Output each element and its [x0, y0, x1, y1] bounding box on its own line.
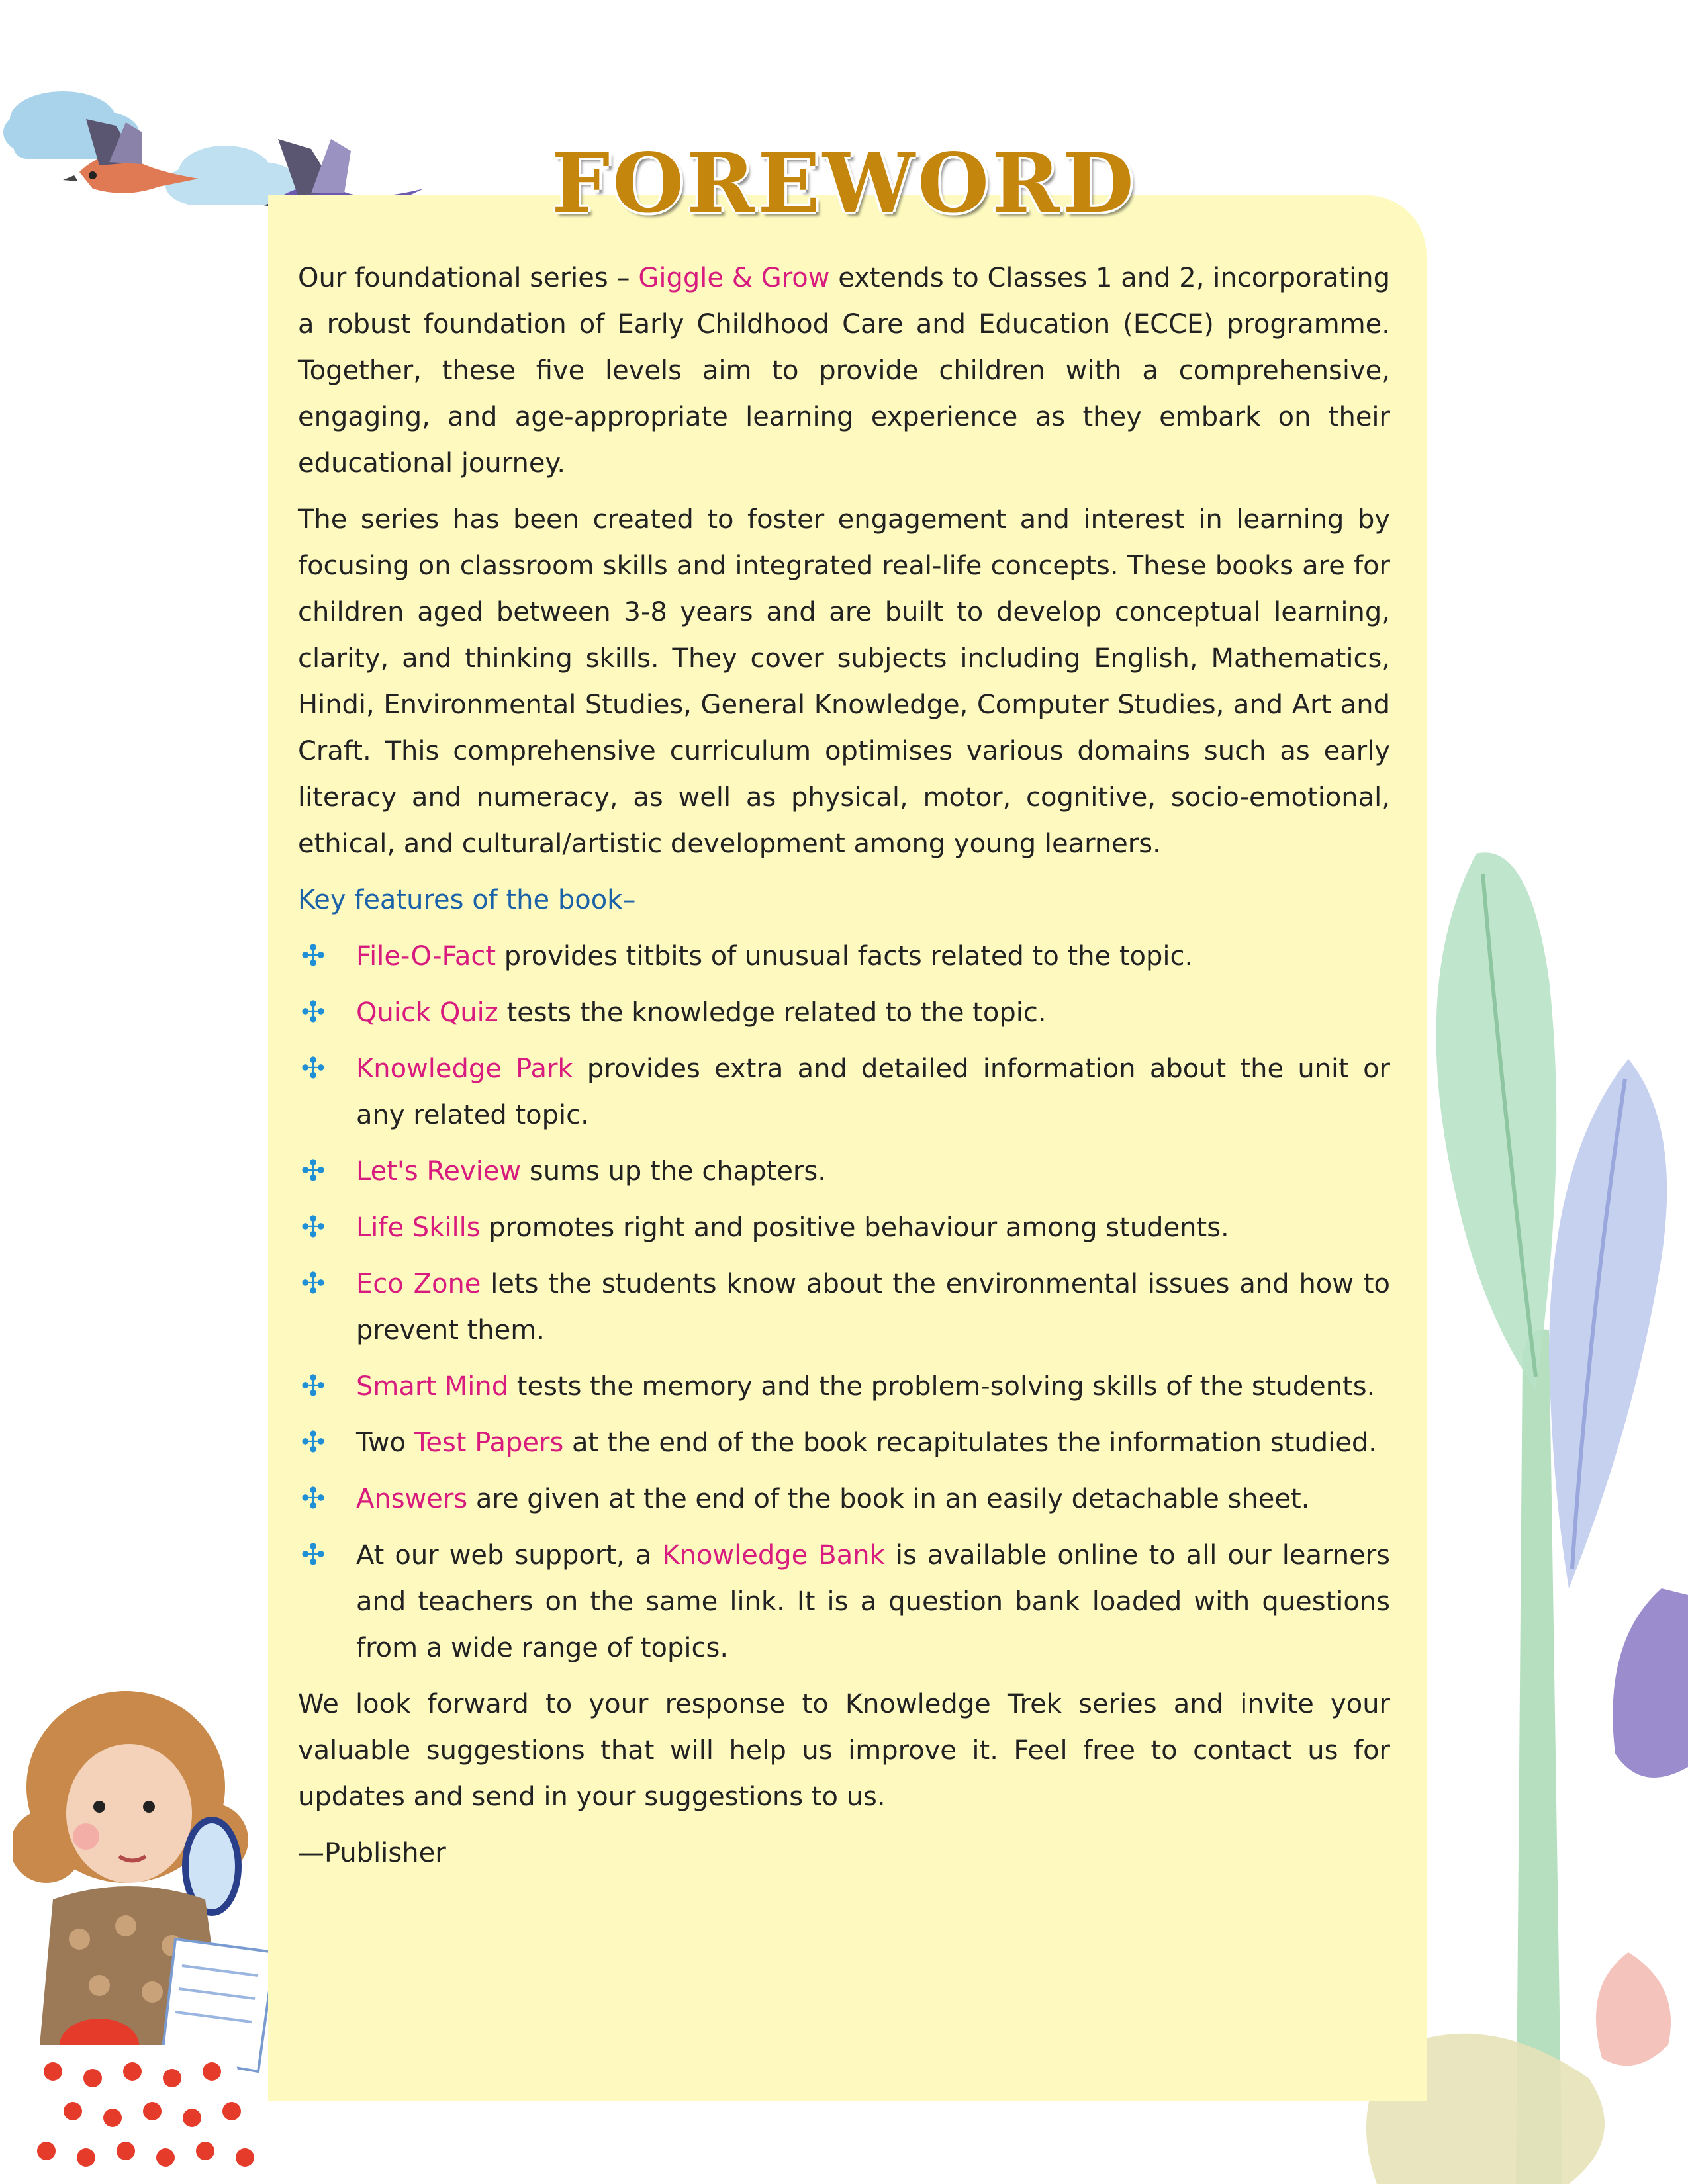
feature-name: Smart Mind — [356, 1371, 509, 1402]
feature-description: tests the knowledge related to the topic. — [498, 997, 1047, 1028]
bullet-icon: ✣ — [301, 1538, 326, 1572]
feature-name: Let's Review — [356, 1156, 522, 1187]
list-item — [298, 1532, 1390, 1671]
feature-name: Test Papers — [414, 1428, 564, 1458]
bullet-icon: ✣ — [301, 1369, 326, 1403]
list-item — [298, 1205, 1390, 1251]
series-paragraph: The series has been created to foster engagement and interest in learning by focusing on classroom skills and integrated real-life concepts. These books are for children aged between 3-8 years and are built to develop conceptual learning, clarity, and thinking skills. They cover subjects including English, Mathematics, Hindi, Environmental Studies, General Knowledge, Computer Studies, and Art and Craft. This comprehensive curriculum optimises various domains such as early literacy and numeracy, as well as physical, motor, cognitive, socio-emotional, ethical, and cultural/artistic development among young learners. — [298, 504, 1390, 859]
feature-name: Life Skills — [356, 1212, 481, 1243]
series-name: Giggle & Grow — [638, 263, 830, 293]
feature-description: are given at the end of the book in an easily detachable sheet. — [467, 1484, 1310, 1514]
list-item — [298, 1046, 1390, 1138]
closing-paragraph: We look forward to your response to Knowledge Trek series and invite your valuable suggestions that will help us improve it. Feel free to contact us for updates and send in your suggestions to us. — [298, 1689, 1390, 1812]
publisher-signature: —Publisher — [298, 1838, 446, 1868]
bullet-icon: ✣ — [301, 1052, 326, 1085]
girl-with-magnifying-glass-illustration — [13, 1674, 291, 2184]
feature-text-start: Two — [356, 1428, 414, 1458]
intro-paragraph — [298, 255, 1390, 486]
feature-description: is available online to all our learners and teachers on the same link. It is a question bank loaded with questions from a wide range of topics. — [356, 1540, 1391, 1663]
feature-name: Eco Zone — [356, 1269, 481, 1299]
feature-description: sums up the chapters. — [521, 1156, 826, 1187]
feature-name: Knowledge Park — [356, 1054, 573, 1084]
intro-text-start: Our foundational series – — [298, 263, 639, 293]
key-features-heading: Key features of the book– — [298, 885, 636, 915]
feature-description: provides titbits of unusual facts related to the topic. — [496, 941, 1194, 972]
feature-description: at the end of the book recapitulates the information studied. — [563, 1428, 1377, 1458]
bullet-icon: ✣ — [301, 1426, 326, 1459]
feature-name: File-O-Fact — [356, 941, 496, 972]
bullet-icon: ✣ — [301, 939, 326, 973]
bullet-icon: ✣ — [301, 1154, 326, 1188]
feature-description: tests the memory and the problem-solving skills of the students. — [508, 1371, 1376, 1402]
bullet-icon: ✣ — [301, 1267, 326, 1300]
list-item — [298, 1420, 1390, 1466]
bullet-icon: ✣ — [301, 1210, 326, 1244]
page-title: FOREWORD — [551, 136, 1137, 232]
list-item — [298, 933, 1390, 979]
list-item — [298, 1148, 1390, 1195]
list-item — [298, 1261, 1390, 1353]
foreword-body — [298, 255, 1390, 1886]
feature-description: promotes right and positive behaviour among students. — [480, 1212, 1229, 1243]
feature-name: Knowledge Bank — [662, 1540, 885, 1570]
feature-description: provides extra and detailed information about the unit or any related topic. — [356, 1054, 1391, 1130]
list-item — [298, 1476, 1390, 1522]
features-list — [298, 933, 1390, 1671]
intro-text-end: extends to Classes 1 and 2, incorporating a robust foundation of Early Childhood Care and Education (ECCE) programme. Together, these five levels aim to provide children with a comprehensive, engaging, and age-appropriate learning experience as they embark on their educational journey. — [298, 263, 1390, 478]
list-item — [298, 989, 1390, 1036]
feature-text-start: At our web support, a — [356, 1540, 663, 1570]
feature-name: Answers — [356, 1484, 468, 1514]
feature-name: Quick Quiz — [356, 997, 498, 1028]
bullet-icon: ✣ — [301, 1482, 326, 1516]
list-item — [298, 1363, 1390, 1410]
feature-description: lets the students know about the environmental issues and how to prevent them. — [356, 1269, 1390, 1345]
bullet-icon: ✣ — [301, 995, 326, 1029]
